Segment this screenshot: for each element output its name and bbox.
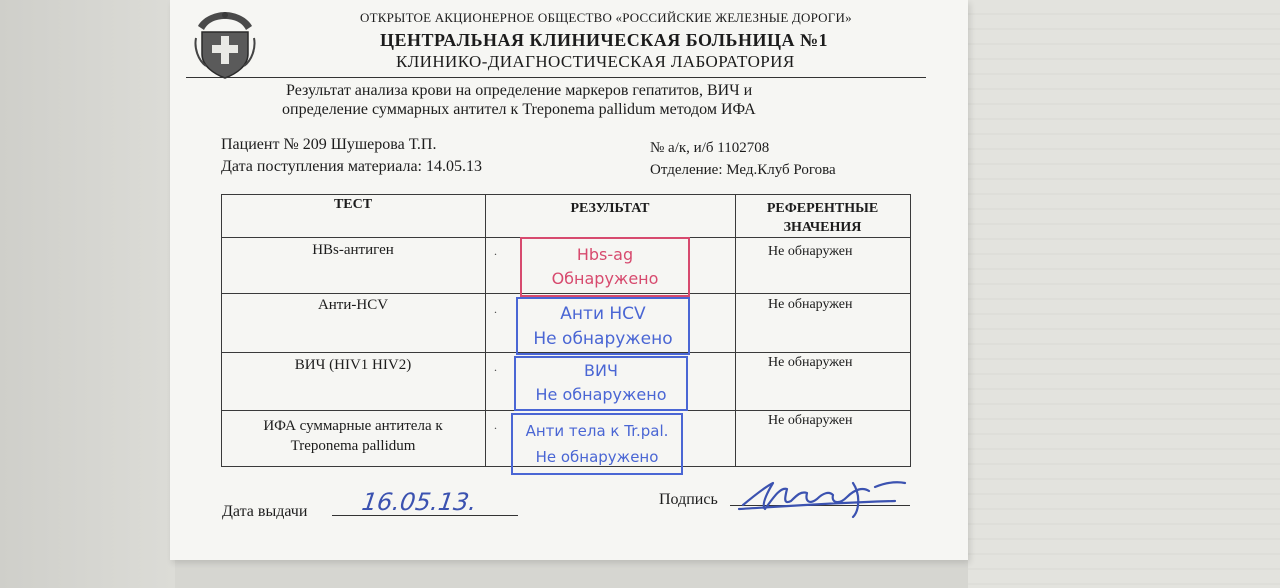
issue-date-label: Дата выдачи xyxy=(222,503,308,520)
row-dot: . xyxy=(494,302,497,316)
row-dot: . xyxy=(494,418,497,432)
stamp-line1: ВИЧ xyxy=(584,361,618,380)
patient-info: Пациент № 209 Шушерова Т.П. xyxy=(221,136,437,153)
organization-name: ОТКРЫТОЕ АКЦИОНЕРНОЕ ОБЩЕСТВО «РОССИЙСКИЕ ЖЕЛЕЗНЫЕ ДОРОГИ» xyxy=(360,10,852,25)
test-name: ВИЧ (HIV1 HIV2) xyxy=(294,357,412,373)
material-date: Дата поступления материала: 14.05.13 xyxy=(221,158,482,175)
test-name-line2: Treponema pallidum xyxy=(290,438,416,454)
table-border-right xyxy=(910,194,911,466)
document-title-line2: определение суммарных антител к Treponema pallidum методом ИФА xyxy=(282,101,756,118)
stamp-line1: Анти HCV xyxy=(560,304,646,324)
reference-value: Не обнаружен xyxy=(768,244,853,259)
row-dot: . xyxy=(494,360,497,374)
stamp-line1: Анти тела к Tr.pal. xyxy=(525,422,669,440)
result-stamp-treponema xyxy=(511,413,683,475)
reference-value: Не обнаружен xyxy=(768,413,853,428)
result-stamp-hcv xyxy=(516,297,690,355)
reference-value: Не обнаружен xyxy=(768,297,853,312)
stamp-line2: Обнаружено xyxy=(551,269,659,288)
department: Отделение: Мед.Клуб Рогова xyxy=(650,162,836,178)
signature-icon xyxy=(735,465,915,525)
test-name: HBs-антиген xyxy=(312,242,394,258)
stamp-line2: Не обнаружено xyxy=(535,448,659,466)
laboratory-name: КЛИНИКО-ДИАГНОСТИЧЕСКАЯ ЛАБОРАТОРИЯ xyxy=(396,52,795,71)
background-right xyxy=(968,0,1280,588)
table-col-divider xyxy=(485,194,486,466)
header-test: ТЕСТ xyxy=(333,197,373,212)
reference-value: Не обнаружен xyxy=(768,355,853,370)
row-dot: . xyxy=(494,244,497,258)
stamp-line2: Не обнаружено xyxy=(533,329,673,349)
table-border-top xyxy=(221,194,911,195)
hospital-emblem-icon xyxy=(192,8,258,80)
result-stamp-hbs xyxy=(520,237,690,297)
test-name: Анти-HCV xyxy=(317,297,389,313)
test-name-line1: ИФА суммарные антитела к xyxy=(263,418,443,434)
signature-label: Подпись xyxy=(659,491,718,508)
document-title-line1: Результат анализа крови на определение маркеров гепатитов, ВИЧ и xyxy=(286,82,753,99)
header-reference-line2: ЗНАЧЕНИЯ xyxy=(783,220,862,235)
header-reference-line1: РЕФЕРЕНТНЫЕ xyxy=(766,201,879,216)
stamp-line2: Не обнаружено xyxy=(535,385,667,404)
header-divider xyxy=(186,77,926,78)
card-number: № а/к, и/б 1102708 xyxy=(650,140,770,156)
hospital-name: ЦЕНТРАЛЬНАЯ КЛИНИЧЕСКАЯ БОЛЬНИЦА №1 xyxy=(380,30,829,50)
header-result: РЕЗУЛЬТАТ xyxy=(570,201,650,216)
issue-date-handwritten: 16.05.13. xyxy=(360,488,479,516)
background-left xyxy=(0,0,175,588)
result-stamp-hiv xyxy=(514,356,688,411)
stamp-line1: Hbs-ag xyxy=(576,245,634,264)
